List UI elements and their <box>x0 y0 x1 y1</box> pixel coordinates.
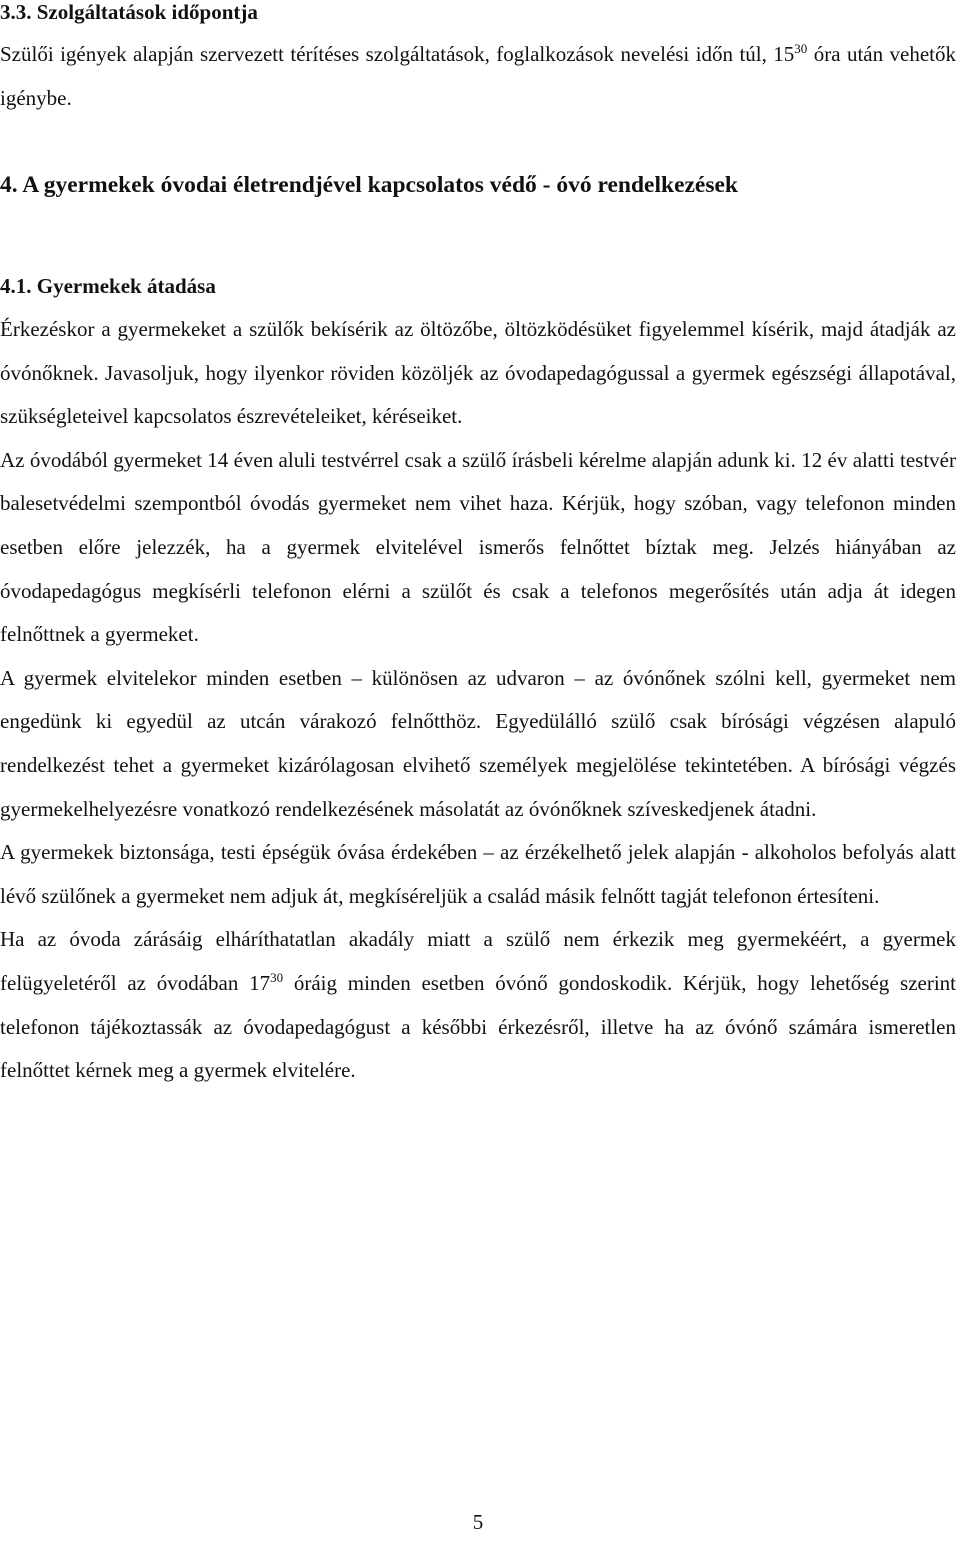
page-number: 5 <box>472 1510 484 1534</box>
section-3-3-body <box>0 33 956 120</box>
superscript-minutes: 30 <box>794 41 808 56</box>
paragraph: A gyermekek biztonsága, testi épségük óvása érdekében – az érzékelhető jelek alapján - alkoholos befolyás alatt lévő szülőnek a gyermeket nem adjuk át, megkíséreljük a család másik felnőtt tagját telefonon értesíteni. <box>0 840 956 908</box>
paragraph-text: Szülői igények alapján szervezett térítéses szolgáltatások, foglalkozások nevelési időn túl, 15 <box>0 42 795 66</box>
section-4-1-body <box>0 308 956 1093</box>
paragraph-text: óra után vehetők igénybe. <box>0 42 957 110</box>
section-heading-3-3: 3.3. Szolgáltatások időpontja <box>0 0 258 24</box>
section-heading-4: 4. A gyermekek óvodai életrendjével kapcsolatos védő - óvó rendelkezések <box>0 172 739 198</box>
paragraph: A gyermek elvitelekor minden esetben – különösen az udvaron – az óvónőnek szólni kell, gyermeket nem engedünk ki egyedül az utcán várakozó felnőtthöz. Egyedülálló szülő csak bírósági végzésen alapuló rendelkezést tehet a gyermeket kizárólagosan elvihető személyek megjelölése tekintetében. A bírósági végzés gyermekelhelyezésre vonatkozó rendelkezésének másolatát az óvónőknek szíveskedjenek átadni. <box>0 665 956 821</box>
superscript-minutes: 30 <box>270 969 284 985</box>
paragraph <box>0 33 956 120</box>
paragraph: Az óvodából gyermeket 14 éven aluli testvérrel csak a szülő írásbeli kérelme alapján adunk ki. 12 év alatti testvér balesetvédelmi szempontból óvodás gyermeket nem vihet haza. Kérjük, hogy szóban, vagy telefonon minden esetben előre jelezzék, ha a gyermek elvitelével ismerős felnőttet bíztak meg. Jelzés hiányában az óvodapedagógus megkísérli telefonon elérni a szülőt és csak a telefonos megerősítés után adja át idegen felnőttnek a gyermeket. <box>0 447 956 647</box>
paragraph <box>0 918 956 1092</box>
paragraph-text: óráig minden esetben óvónő gondoskodik. Kérjük, hogy lehetőség szerint telefonon tájékoztassák az óvodapedagógust a későbbi érkezésről, illetve ha az óvónő számára ismeretlen felnőttet kérnek meg a gyermek elvitelére. <box>0 970 957 1083</box>
section-heading-4-1: 4.1. Gyermekek átadása <box>0 274 216 298</box>
paragraph-text: Ha az óvoda zárásáig elháríthatatlan akadály miatt a szülő nem érkezik meg gyermekéért, a gyermek felügyeletéről az óvodában 17 <box>0 927 956 995</box>
paragraph: Érkezéskor a gyermekeket a szülők bekísérik az öltözőbe, öltözködésüket figyelemmel kísérik, majd átadják az óvónőknek. Javasoljuk, hogy ilyenkor röviden közöljék az óvodapedagógussal a gyermek egészségi állapotával, szükségleteivel kapcsolatos észrevételeiket, kéréseiket. <box>0 317 956 429</box>
